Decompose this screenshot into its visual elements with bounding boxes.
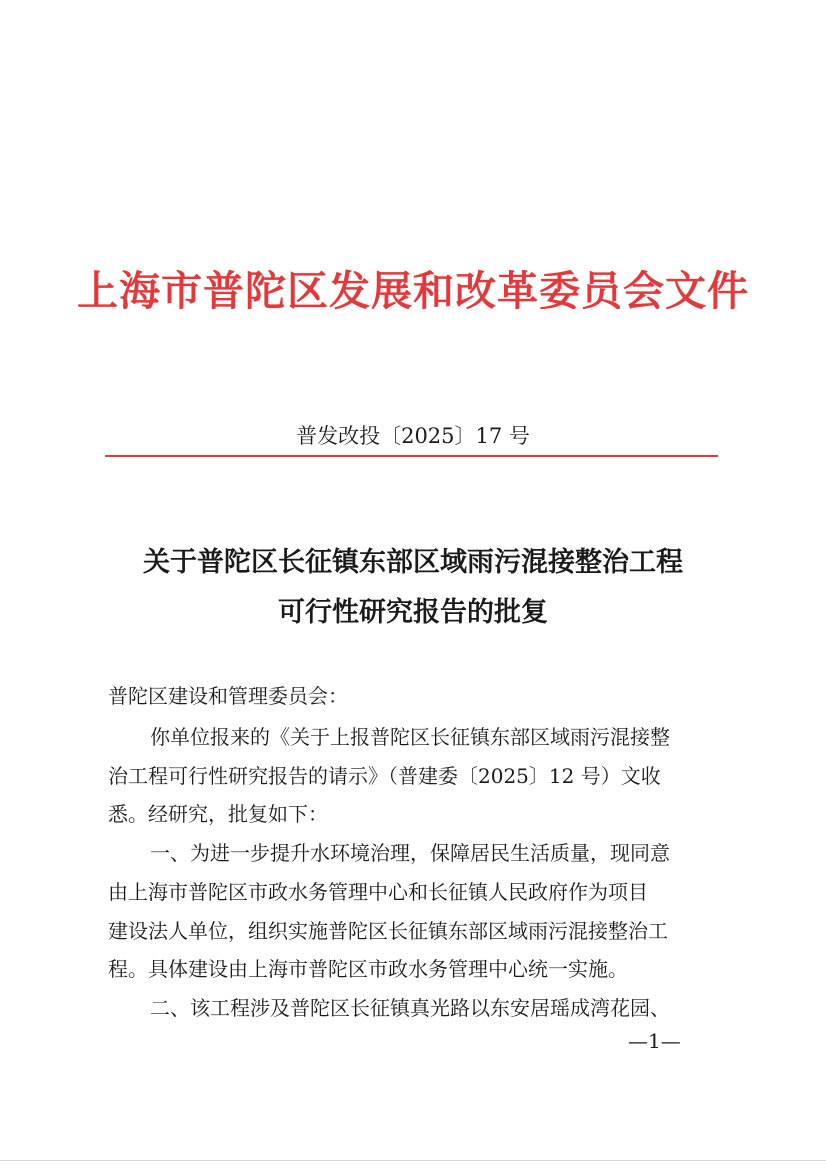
red-divider-line — [105, 455, 718, 457]
issuer-header-title: 上海市普陀区发展和改革委员会文件 — [77, 267, 749, 315]
page-number: —1— — [628, 1029, 681, 1053]
body-line: 你单位报来的《关于上报普陀区长征镇东部区域雨污混接整 — [150, 725, 670, 749]
body-line: 悉。经研究，批复如下： — [108, 802, 328, 826]
document-title-line-1: 关于普陀区长征镇东部区域雨污混接整治工程 — [143, 547, 683, 578]
body-line: 二、该工程涉及普陀区长征镇真光路以东安居瑶成湾花园、 — [150, 996, 670, 1020]
document-title-line-2: 可行性研究报告的批复 — [278, 597, 548, 628]
body-line: 由上海市普陀区市政水务管理中心和长征镇人民政府作为项目 — [108, 880, 648, 904]
scan-edge-line — [0, 1160, 826, 1161]
body-line: 建设法人单位，组织实施普陀区长征镇东部区域雨污混接整治工 — [108, 919, 668, 943]
document-number: 普发改投〔2025〕17 号 — [296, 424, 530, 448]
body-line: 程。具体建设由上海市普陀区市政水务管理中心统一实施。 — [108, 957, 628, 981]
body-line: 一、为进一步提升水环境治理，保障居民生活质量，现同意 — [150, 841, 670, 865]
addressee: 普陀区建设和管理委员会： — [108, 684, 348, 708]
body-line: 治工程可行性研究报告的请示》（普建委〔2025〕12 号）文收 — [108, 764, 661, 788]
